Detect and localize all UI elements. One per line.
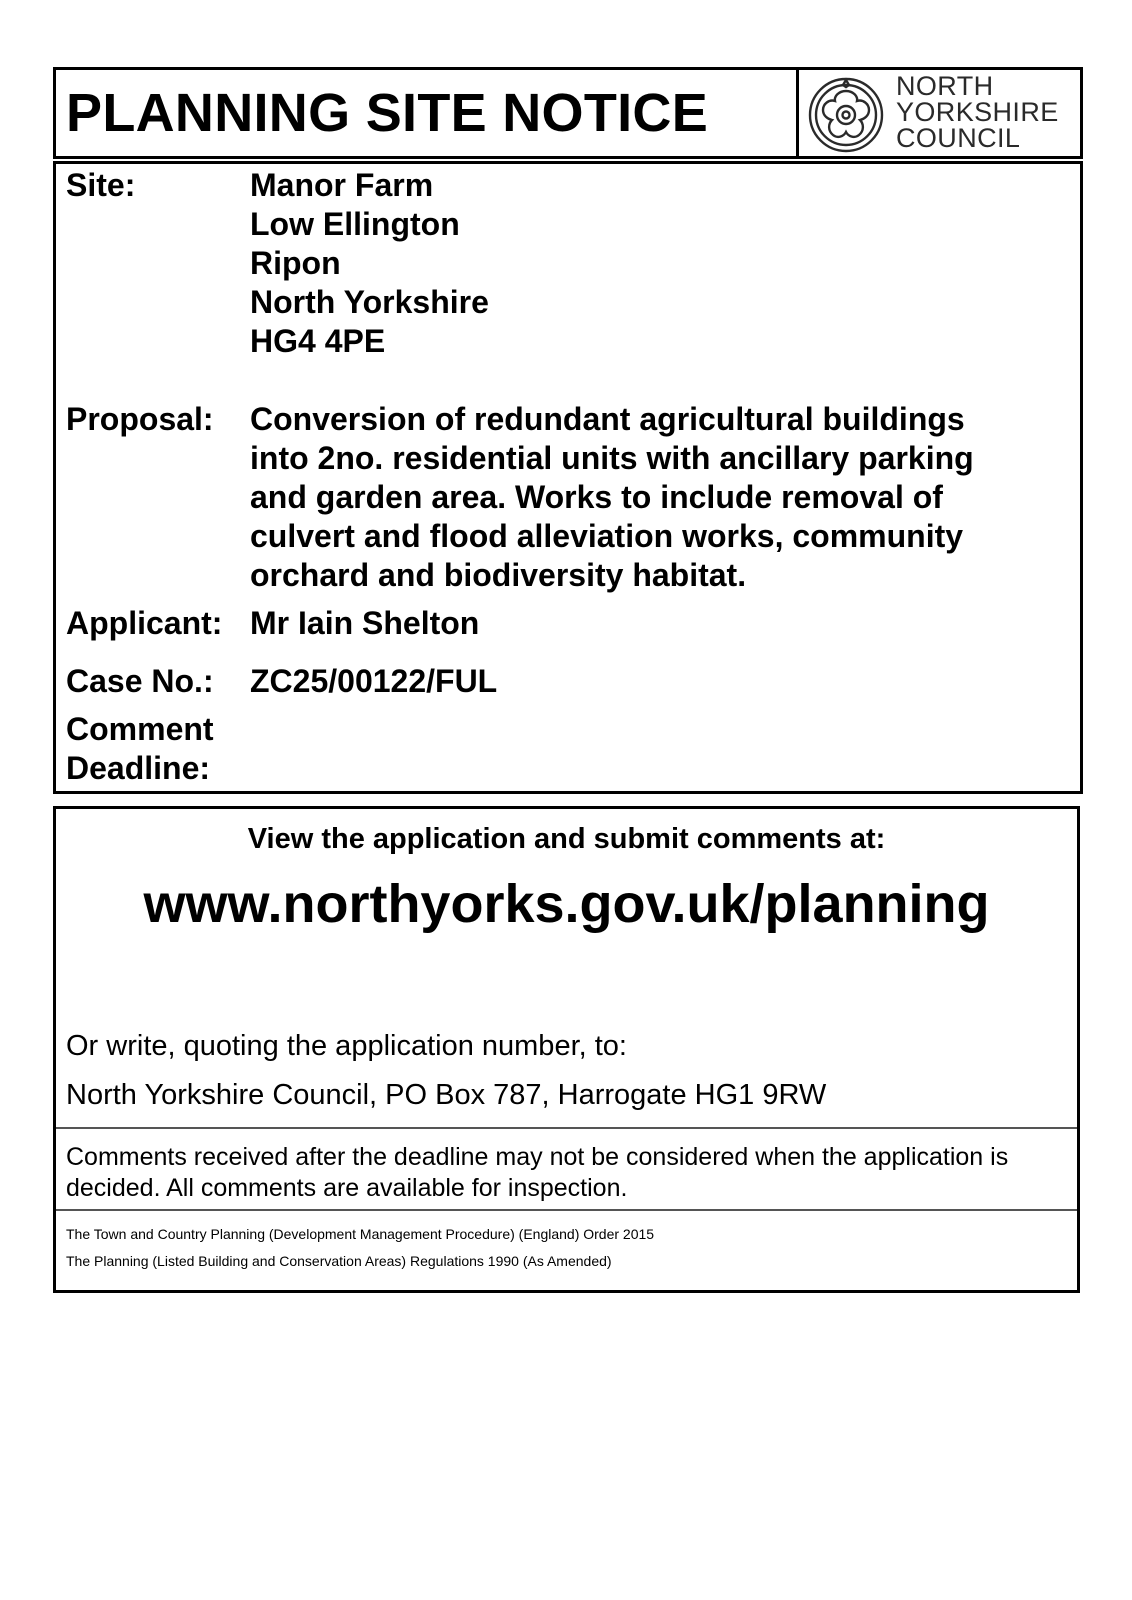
logo-line-council: COUNCIL (896, 123, 1021, 153)
site-label: Site: (66, 167, 136, 203)
planning-website-link[interactable]: www.northyorks.gov.uk/planning (143, 874, 990, 934)
proposal-line-2: into 2no. residential units with ancillary parking (250, 440, 974, 476)
site-line-3: Ripon (250, 245, 341, 281)
logo-line-yorkshire: YORKSHIRE (896, 97, 1059, 127)
council-logo (802, 70, 1080, 156)
view-application-heading: View the application and submit comments at: (247, 823, 886, 855)
proposal-line-3: and garden area. Works to include removal of (250, 479, 943, 515)
site-line-2: Low Ellington (250, 206, 460, 242)
site-line-1: Manor Farm (250, 167, 434, 203)
write-instructions: Or write, quoting the application number, to: (66, 1030, 627, 1062)
yorkshire-rose-icon (806, 74, 892, 154)
section-divider (56, 1127, 1077, 1129)
applicant-name: Mr Iain Shelton (250, 605, 480, 641)
site-line-4: North Yorkshire (250, 284, 489, 320)
proposal-label: Proposal: (66, 401, 214, 437)
legal-reference-1: The Town and Country Planning (Development Management Procedure) (England) Order 2015 (66, 1226, 655, 1242)
applicant-label: Applicant: (66, 605, 223, 641)
deadline-note-line-1: Comments received after the deadline may not be considered when the application is (66, 1143, 1009, 1171)
deadline-note-line-2: decided. All comments are available for inspection. (66, 1174, 628, 1202)
case-number: ZC25/00122/FUL (250, 663, 498, 699)
page-title: PLANNING SITE NOTICE (66, 83, 709, 143)
legal-divider (56, 1209, 1077, 1211)
case-number-label: Case No.: (66, 663, 214, 699)
proposal-line-5: orchard and biodiversity habitat. (250, 557, 747, 593)
logo-line-north: NORTH (896, 71, 994, 101)
site-line-5: HG4 4PE (250, 323, 386, 359)
deadline-label-line-1: Comment (66, 711, 214, 747)
application-details (53, 161, 1083, 794)
proposal-line-4: culvert and flood alleviation works, community (250, 518, 964, 554)
legal-reference-2: The Planning (Listed Building and Conservation Areas) Regulations 1990 (As Amended) (66, 1253, 612, 1269)
council-logo-text (896, 73, 1059, 151)
proposal-line-1: Conversion of redundant agricultural buildings (250, 401, 965, 437)
comment-info (53, 806, 1080, 1293)
deadline-label-line-2: Deadline: (66, 750, 211, 786)
notice-header (53, 67, 1083, 159)
deadline-note (66, 1142, 1071, 1204)
header-divider (796, 70, 799, 156)
postal-address: North Yorkshire Council, PO Box 787, Harrogate HG1 9RW (66, 1079, 827, 1111)
